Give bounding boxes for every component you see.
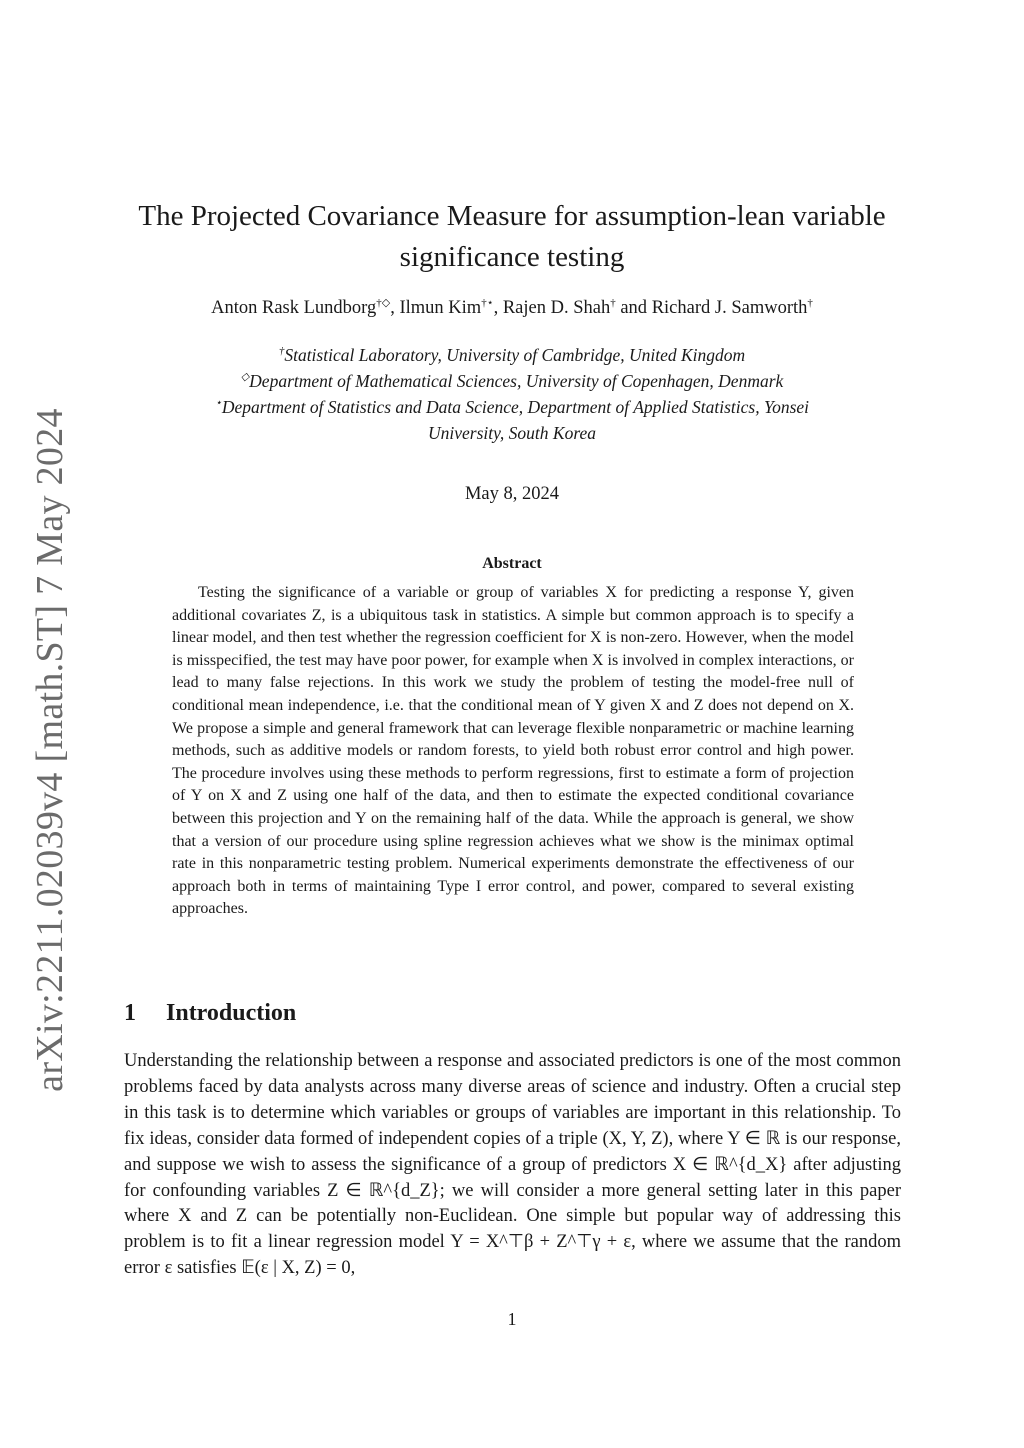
abstract-heading: Abstract xyxy=(482,555,542,572)
arxiv-identifier: arXiv:2211.02039v4 [math.ST] 7 May 2024 xyxy=(29,408,71,1092)
title-line-1: The Projected Covariance Measure for assumption-lean variable xyxy=(138,200,886,232)
publication-date: May 8, 2024 xyxy=(464,484,560,504)
affiliation xyxy=(110,394,914,420)
section-title: Introduction xyxy=(166,1000,297,1026)
affiliation-mark: ⋆ xyxy=(214,397,222,410)
author-separator: , xyxy=(390,298,400,318)
author-separator: and xyxy=(615,298,652,318)
affiliation xyxy=(110,368,914,394)
author-name: Ilmun Kim xyxy=(399,298,482,318)
affiliation-text: Department of Statistics and Data Science, Department of Applied Statistics, Yonsei xyxy=(221,397,810,417)
author-marks: † xyxy=(610,296,616,309)
author-name: Anton Rask Lundborg xyxy=(211,298,377,318)
affiliation-text: University, South Korea xyxy=(427,423,597,443)
page-number: 1 xyxy=(507,1309,517,1329)
affiliation xyxy=(110,342,914,368)
section-heading xyxy=(124,1000,296,1027)
abstract-text: Testing the significance of a variable or group of variables X for predicting a response Y, given additional covariates Z, is a ubiquitous task in statistics. A simple but common approach is to specify a linear model, and then test whether the regression coefficient for X is non-zero. However, when the model is misspecified, the test may have poor power, for example when X is involved in complex interactions, or lead to many false rejections. In this work we study the problem of testing the model-free null of conditional mean independence, i.e. that the conditional mean of Y given X and Z does not depend on X. We propose a simple and general framework that can leverage flexible nonparametric or machine learning methods, such as additive models or random forests, to yield both robust error control and high power. The procedure involves using these methods to perform regressions, first to estimate a form of projection of Y on X and Z using one half of the data, and then to estimate the expected conditional covariance between this projection and Y on the remaining half of the data. While the approach is general, we show that a version of our procedure using spline regression achieves what we show is the minimax optimal rate in this nonparametric testing problem. Numerical experiments demonstrate the effectiveness of our approach both in terms of maintaining Type I error control, and power, compared to several existing approaches. xyxy=(172,584,854,918)
author-marks: †◇ xyxy=(376,296,391,309)
author-marks: † xyxy=(807,296,813,309)
affiliation xyxy=(110,420,914,446)
paper-title xyxy=(110,196,914,278)
affiliation-text: Department of Mathematical Sciences, University of Copenhagen, Denmark xyxy=(249,371,784,391)
affiliation-mark: ◇ xyxy=(240,371,250,384)
author-name: Rajen D. Shah xyxy=(502,298,611,318)
author-separator: , xyxy=(493,298,503,318)
section-number: 1 xyxy=(124,1000,136,1026)
author-marks: †⋆ xyxy=(481,296,494,309)
affiliation-text: Statistical Laboratory, University of Cambridge, United Kingdom xyxy=(284,345,746,365)
section-body: Understanding the relationship between a response and associated predictors is one of the most common problems faced by data analysts across many diverse areas of science and industry. Often a crucial step in this task is to determine which variables or groups of variables are important in this relationship. To fix ideas, consider data formed of independent copies of a triple (X, Y, Z), where Y ∈ ℝ is our response, and suppose we wish to assess the significance of a group of predictors X ∈ ℝ^{d_X} after adjusting for confounding variables Z ∈ ℝ^{d_Z}; we will consider a more general setting later in this paper where X and Z can be potentially non-Euclidean. One simple but popular way of addressing this problem is to fit a linear regression model Y = X^⊤β + Z^⊤γ + ε, where we assume that the random error ε satisfies 𝔼(ε | X, Z) = 0, xyxy=(124,1051,901,1279)
title-line-2: significance testing xyxy=(399,241,625,273)
author-name: Richard J. Samworth xyxy=(651,298,808,318)
author-list xyxy=(110,298,914,319)
affiliation-mark: † xyxy=(278,345,285,358)
